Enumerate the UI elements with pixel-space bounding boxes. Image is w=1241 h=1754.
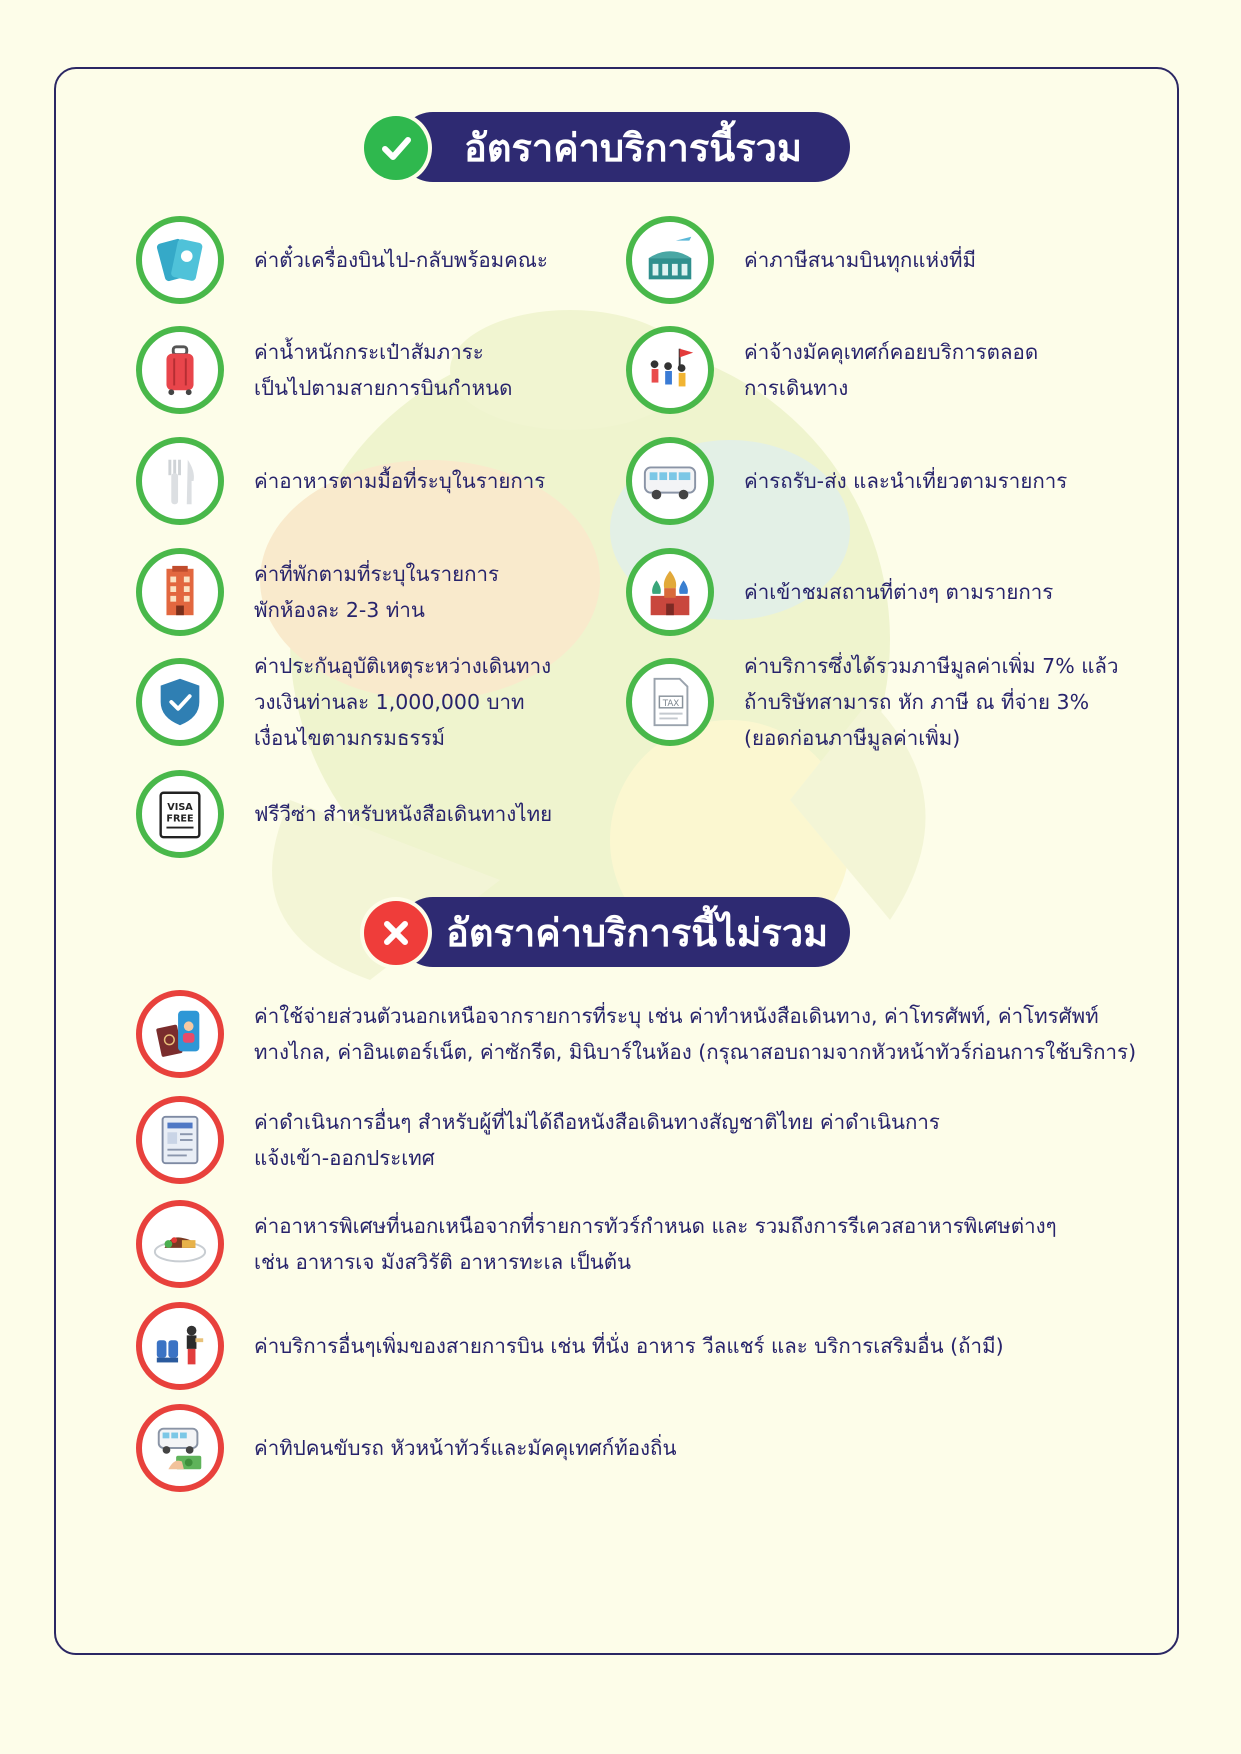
included-item-text: ค่าน้ำหนักกระเป๋าสัมภาระ เป็นไปตามสายการบินกำหนด	[254, 340, 513, 400]
svg-text:TAX: TAX	[662, 698, 680, 709]
excluded-item-text: ค่าบริการอื่นๆเพิ่มของสายการบิน เช่น ที่นั่ง อาหาร วีลแชร์ และ บริการเสริมอื่น (ถ้ามี)	[254, 1334, 1004, 1358]
cross-icon	[379, 916, 413, 950]
included-item	[626, 326, 1038, 414]
check-icon	[378, 130, 414, 166]
luggage-icon	[151, 341, 209, 399]
included-item	[136, 548, 499, 636]
check-badge	[364, 116, 428, 180]
included-item	[136, 216, 548, 304]
included-item-text: ค่าตั๋วเครื่องบินไป-กลับพร้อมคณะ	[254, 248, 548, 272]
included-banner	[398, 112, 850, 182]
tip-bus-icon	[151, 1419, 209, 1477]
included-item	[136, 770, 552, 858]
bus-icon	[641, 452, 699, 510]
landmark-icon	[641, 563, 699, 621]
included-item	[626, 548, 1053, 636]
svg-text:FREE: FREE	[166, 813, 194, 825]
insurance-shield-icon	[151, 673, 209, 731]
included-item-text: ค่าที่พักตามที่ระบุในรายการ พักห้องละ 2-3 ท่าน	[254, 562, 500, 622]
excluded-item	[136, 1096, 940, 1184]
included-item-text: ค่าบริการซึ่งได้รวมภาษีมูลค่าเพิ่ม 7% แล้ว ถ้าบริษัทสามารถ หัก ภาษี ณ ที่จ่าย 3% (ยอดก่อนภาษีมูลค่าเพิ่ม)	[744, 654, 1119, 750]
included-item	[626, 216, 976, 304]
visa-free-icon	[151, 785, 209, 843]
tour-guide-icon	[641, 341, 699, 399]
included-item	[136, 437, 545, 525]
passport-phone-icon	[151, 1005, 209, 1063]
excluded-item-text: ค่าทิปคนขับรถ หัวหน้าทัวร์และมัคคุเทศก์ท้องถิ่น	[254, 1436, 677, 1460]
excluded-item	[136, 1200, 1057, 1288]
excluded-banner	[398, 897, 850, 967]
excluded-item	[136, 990, 1136, 1078]
excluded-title: อัตราค่าบริการนี้ไม่รวม	[446, 910, 829, 955]
included-item-text: ค่าอาหารตามมื้อที่ระบุในรายการ	[254, 469, 546, 493]
excluded-item-text: ค่าดำเนินการอื่นๆ สำหรับผู้ที่ไม่ได้ถือหนังสือเดินทางสัญชาติไทย ค่าดำเนินการ แจ้งเข้า-ออกประเทศ	[254, 1110, 940, 1170]
included-item	[626, 654, 1119, 750]
airline-seat-icon	[151, 1317, 209, 1375]
excluded-item	[136, 1404, 676, 1492]
included-item-text: ค่ารถรับ-ส่ง และนำเที่ยวตามรายการ	[744, 469, 1068, 493]
cutlery-icon	[151, 452, 209, 510]
included-item-text: ค่าเข้าชมสถานที่ต่างๆ ตามรายการ	[744, 580, 1054, 604]
included-item	[136, 326, 512, 414]
included-item	[626, 437, 1067, 525]
tax-document-icon	[641, 673, 699, 731]
included-item-text: ค่าจ้างมัคคุเทศก์คอยบริการตลอด การเดินทาง	[744, 340, 1039, 400]
cross-badge	[364, 901, 428, 965]
svg-text:VISA: VISA	[167, 802, 193, 814]
hotel-icon	[151, 563, 209, 621]
included-title: อัตราค่าบริการนี้รวม	[464, 125, 803, 170]
airport-icon	[641, 231, 699, 289]
excluded-item-text: ค่าอาหารพิเศษที่นอกเหนือจากที่รายการทัวร์กำหนด และ รวมถึงการรีเควสอาหารพิเศษต่างๆ เช่น อาหารเจ มังสวิรัติ อาหารทะเล เป็นต้น	[254, 1214, 1057, 1274]
excluded-item	[136, 1302, 1004, 1390]
document-form-icon	[151, 1111, 209, 1169]
included-item	[136, 654, 552, 750]
special-meal-icon	[151, 1215, 209, 1273]
included-item-text: ฟรีวีซ่า สำหรับหนังสือเดินทางไทย	[254, 802, 553, 826]
ticket-icon	[151, 231, 209, 289]
included-item-text: ค่าภาษีสนามบินทุกแห่งที่มี	[744, 248, 977, 272]
excluded-item-text: ค่าใช้จ่ายส่วนตัวนอกเหนือจากรายการที่ระบุ เช่น ค่าทำหนังสือเดินทาง, ค่าโทรศัพท์, ค่าโทรศัพท์ ทางไกล, ค่าอินเตอร์เน็ต, ค่าซักรีด, มินิบาร์ในห้อง (กรุณาสอบถามจากหัวหน้าทัวร์ก่อนการใช้บริการ)	[254, 1004, 1137, 1064]
included-item-text: ค่าประกันอุบัติเหตุระหว่างเดินทาง วงเงินท่านละ 1,000,000 บาท เงื่อนไขตามกรมธรรม์	[254, 654, 552, 750]
